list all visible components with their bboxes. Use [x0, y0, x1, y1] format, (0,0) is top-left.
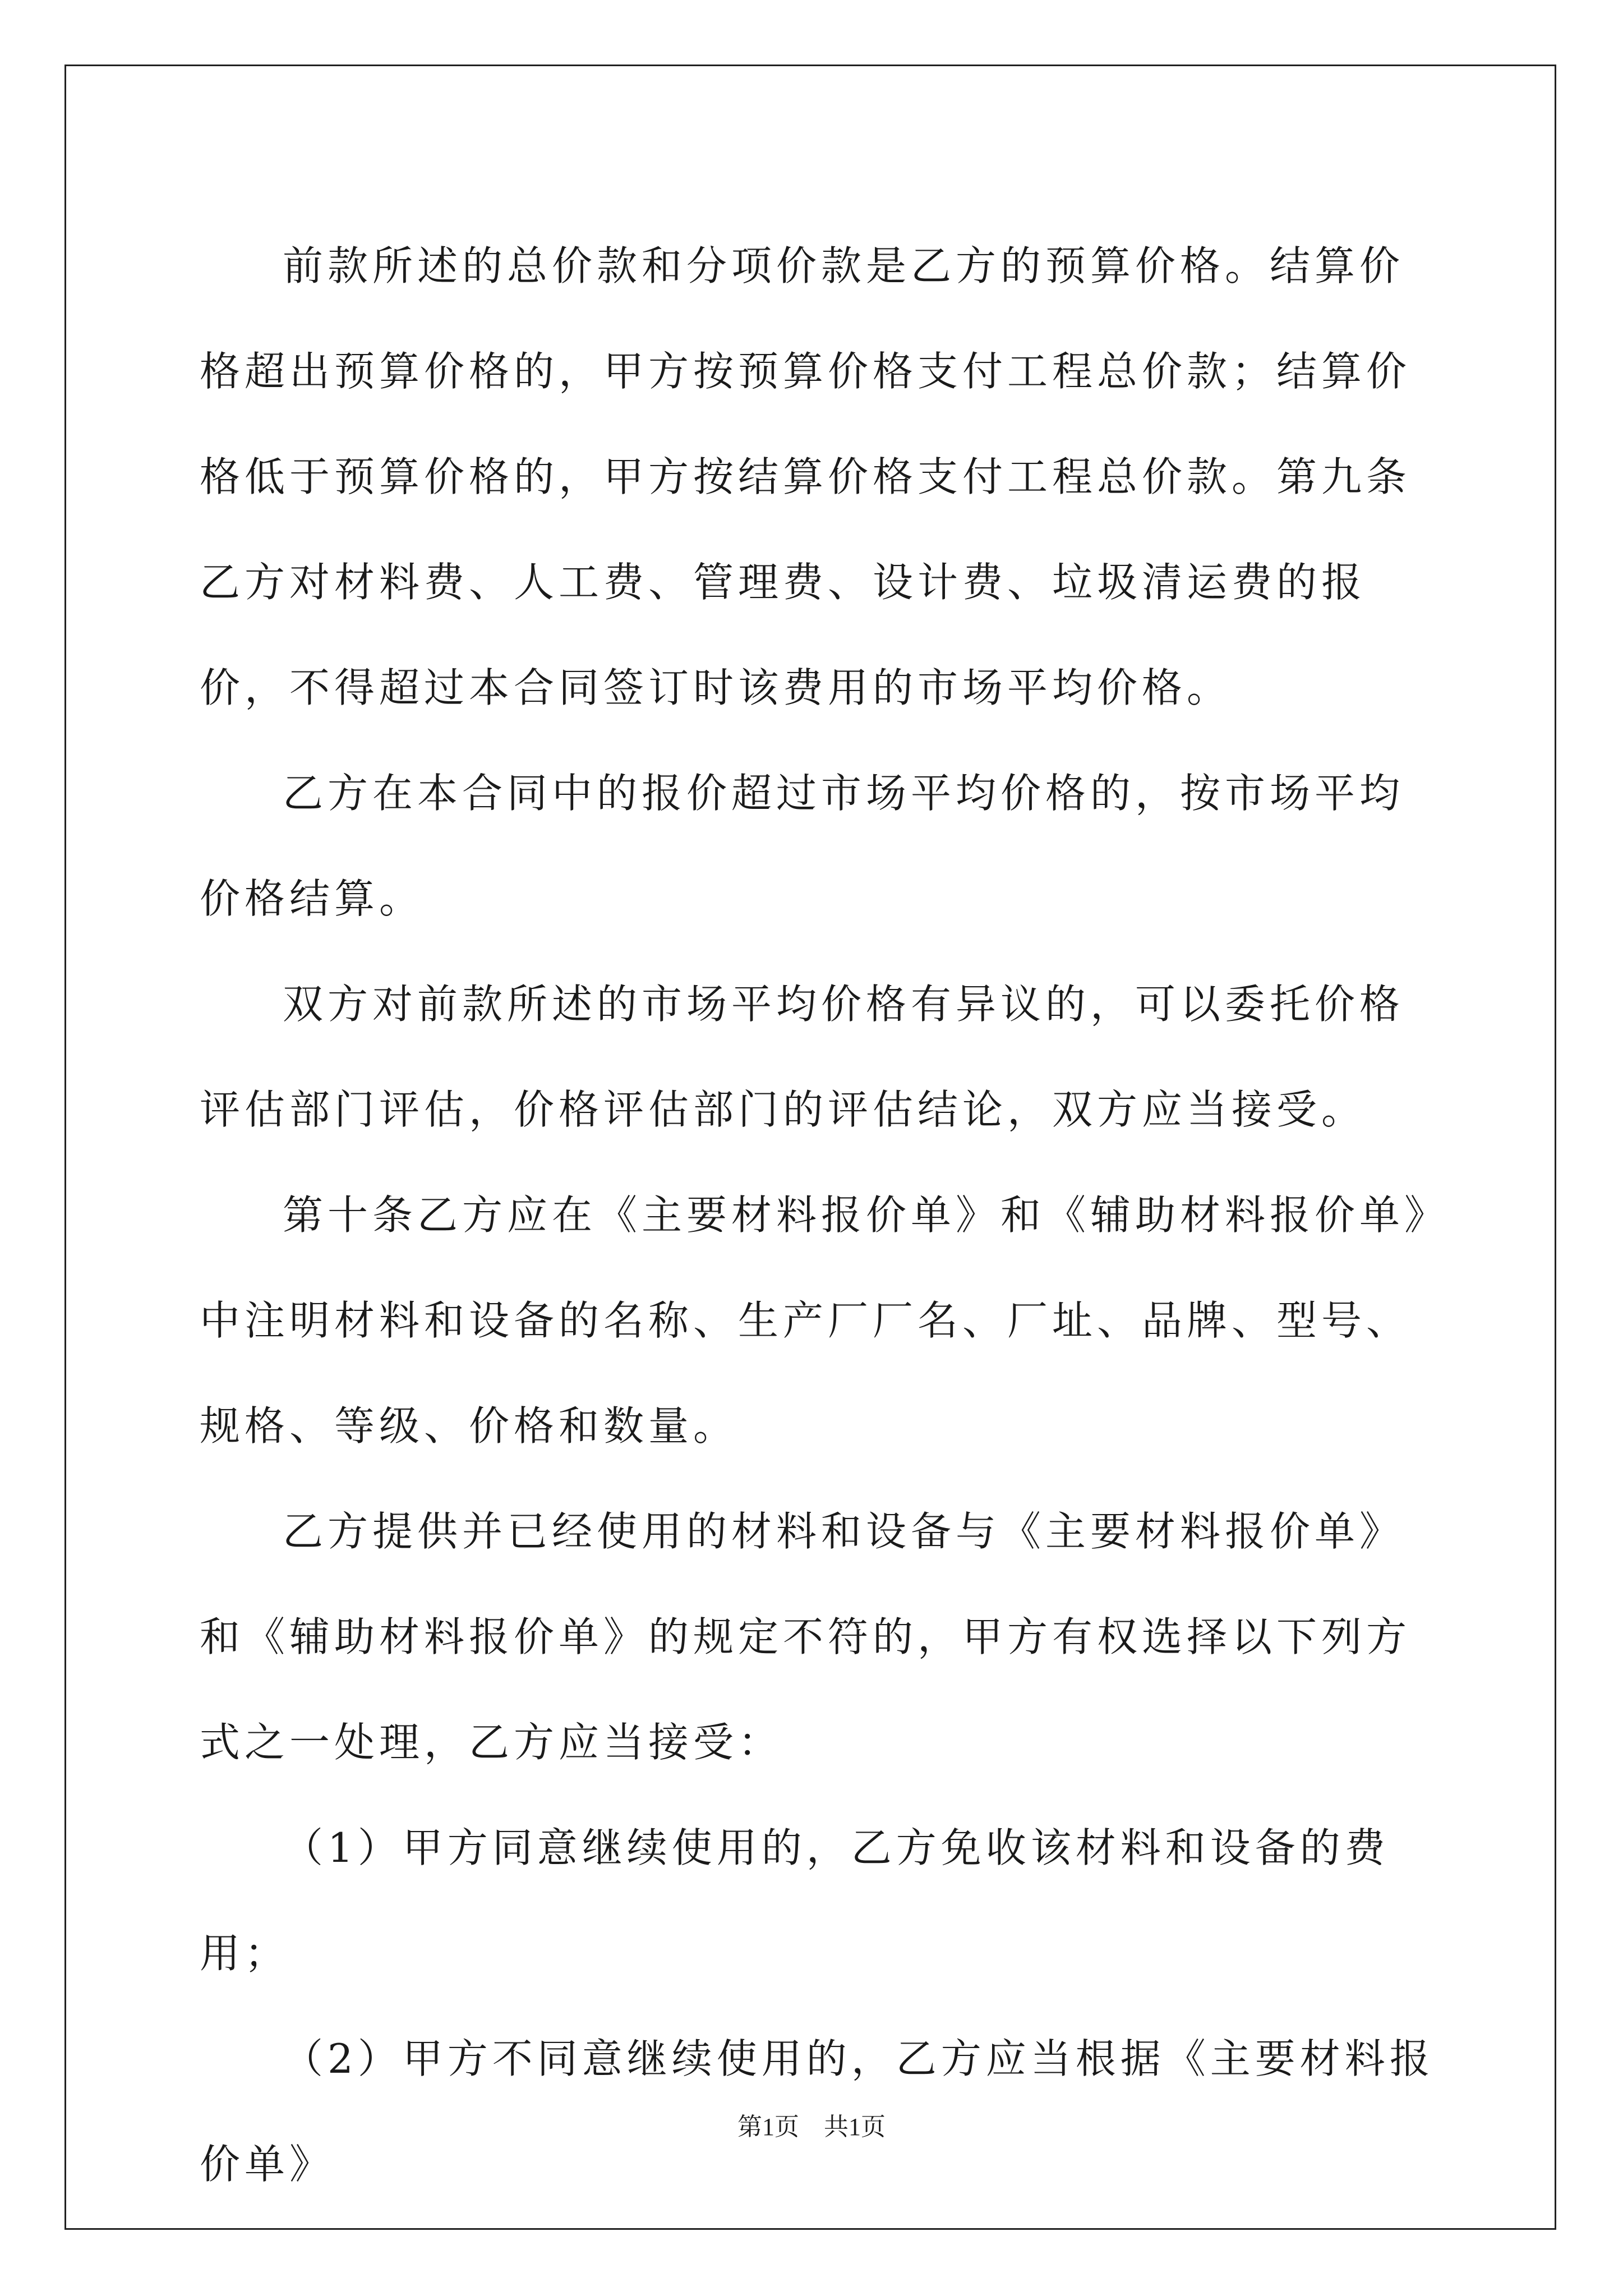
document-body [200, 213, 1439, 2217]
paragraph-price-dispute: 双方对前款所述的市场平均价格有异议的，可以委托价格评估部门评估，价格评估部门的评估结论，双方应当接受。 [200, 981, 1405, 1133]
paragraph-quote-exceeds: 乙方在本合同中的报价超过市场平均价格的，按市场平均价格结算。 [200, 770, 1405, 922]
page-number-footer: 第1页 共1页 [737, 2113, 886, 2141]
list-item-option-1: （1）甲方同意继续使用的，乙方免收该材料和设备的费用； [200, 1824, 1390, 1977]
paragraph-budget-price: 前款所述的总价款和分项价款是乙方的预算价格。结算价格超出预算价格的，甲方按预算价格支付工程总价款；结算价格低于预算价格的，甲方按结算价格支付工程总价款。第九条乙方对材料费、人工费、管理费、设计费、垃圾清运费的报价，不得超过本合同签订时该费用的市场平均价格。 [200, 242, 1412, 711]
paragraph-article-ten: 第十条乙方应在《主要材料报价单》和《辅助材料报价单》中注明材料和设备的名称、生产厂厂名、厂址、品牌、型号、规格、等级、价格和数量。 [200, 1191, 1430, 1450]
paragraph-nonconforming-materials: 乙方提供并已经使用的材料和设备与《主要材料报价单》和《辅助材料报价单》的规定不符的，甲方有权选择以下列方式之一处理，乙方应当接受： [200, 1508, 1412, 1766]
list-item-option-2: （2）甲方不同意继续使用的，乙方应当根据《主要材料报价单》 [200, 2035, 1435, 2188]
